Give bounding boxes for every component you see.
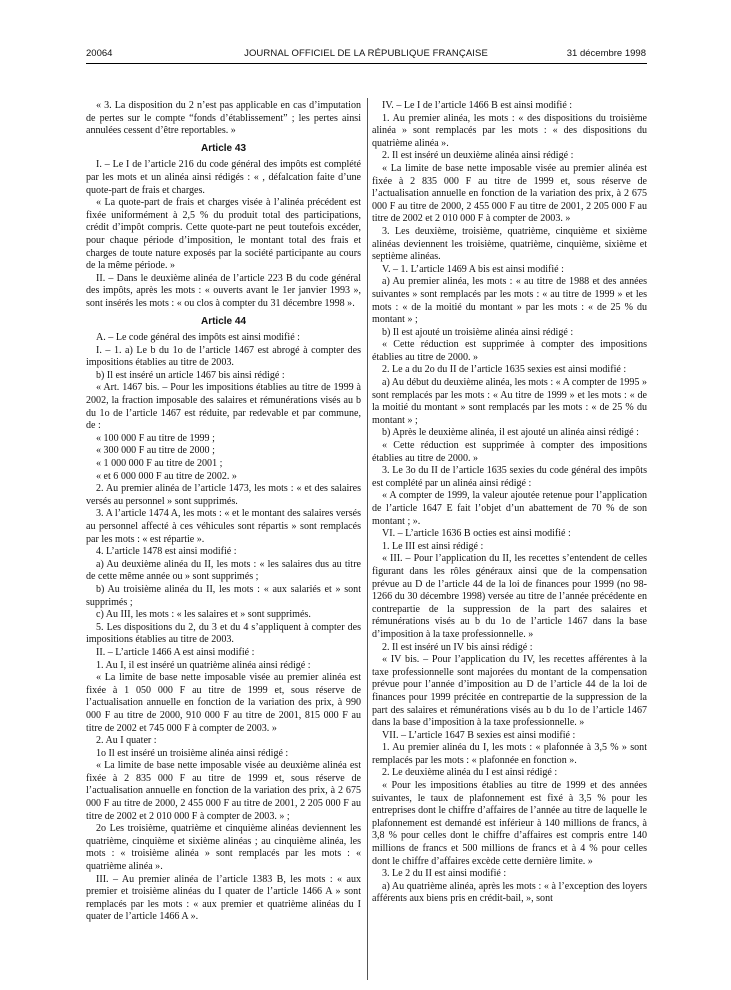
paragraph: II. – Dans le deuxième alinéa de l’article 223 B du code général des impôts, après les mots : « ouverts avant le 1er janvier 1993 », sont insérés les mots : « ou clos à compter du 31 décembre 1998 ». [86, 272, 361, 309]
paragraph: 2. Il est inséré un deuxième alinéa ainsi rédigé : [382, 150, 574, 162]
paragraph: b) Il est inséré un article 1467 bis ainsi rédigé : [96, 369, 285, 381]
paragraph: 3. Les deuxième, troisième, quatrième, cinquième et sixième alinéas deviennent les troisième, quatrième, cinquième, sixième et septième alinéas. [372, 225, 647, 263]
paragraph: « IV bis. – Pour l’application du IV, les recettes afférentes à la taxe professionnelle sont majorées du montant de la compensation prévue pour l’année d’imposition au D de l’article 44 de la loi de finances pour 1999 précitée en contrepartie de la suppression de la part des salaires et rémunérations visés au b du 1o de l’article 1467 dans la base d’imposition à la taxe professionnelle. » [372, 654, 647, 729]
paragraph: a) Au premier alinéa, les mots : « au titre de 1988 et des années suivantes » sont remplacés par les mots : « au titre de 1999 » et les mots : « de la moitié du montant » par les mots : « de 25 % du montant » ; [372, 276, 647, 326]
paragraph: a) Au quatrième alinéa, après les mots : « à l’exception des loyers afférents aux biens pris en crédit-bail, », sont [372, 880, 647, 905]
paragraph: « III. – Pour l’application du II, les recettes s’entendent de celles figurant dans les rôles généraux ainsi que de la compensation prévue au D de l’article 44 de la loi de finances pour 1999 (no 98-1266 du 30 décembre 1998) versée au titre de l’année précédente en contrepartie de la suppression de la part des salaires et rémunérations visés au b du 1o de l’article 1467 dans la base d’imposition à la taxe professionnelle. » [372, 553, 647, 640]
paragraph: 2. Au I quater : [96, 735, 157, 747]
paragraph: I. – 1. a) Le b du 1o de l’article 1467 est abrogé à compter des impositions établies au titre de 2003. [86, 344, 361, 369]
paragraph: « Pour les impositions établies au titre de 1999 et des années suivantes, le taux de plafonnement est fixé à 3,5 % pour les entreprises dont le chiffre d’affaires de l’année au titre de laquelle le plafonnement est demandé est inférieur à 140 millions de francs, à 3,8 % pour celles dont le chiffre d’affaires est compris entre 140 millions de francs et 500 millions de francs et à 4 % pour celles dont le chiffre d’affaires excède cette dernière limite. » [372, 780, 647, 867]
journal-title: JOURNAL OFFICIEL DE LA RÉPUBLIQUE FRANÇAISE [244, 48, 488, 59]
paragraph: 4. L’article 1478 est ainsi modifié : [96, 546, 237, 558]
paragraph: 2. Le a du 2o du II de l’article 1635 sexies est ainsi modifié : [382, 364, 627, 376]
paragraph: II. – L’article 1466 A est ainsi modifié : [96, 646, 255, 658]
paragraph: V. – 1. L’article 1469 A bis est ainsi modifié : [382, 263, 564, 275]
paragraph: VI. – L’article 1636 B octies est ainsi modifié : [382, 528, 571, 540]
paragraph: b) Il est ajouté un troisième alinéa ainsi rédigé : [382, 326, 574, 338]
paragraph: « La limite de base nette imposable visée au premier alinéa est fixée à 1 050 000 F au titre de 1999 et, sous réserve de l’actualisation annuelle en fonction de la variation des prix, à 990 000 F au titre de 2000, 910 000 F au titre de 2001, 815 000 F au titre de 2002 et 745 000 F à compter de 2003. » [86, 672, 361, 734]
paragraph: « La limite de base nette imposable visée au premier alinéa est fixée à 2 835 000 F au titre de 1999 et, sous réserve de l’actualisation annuelle en fonction de la variation des prix, à 2 675 000 F au titre de 2000, 2 455 000 F au titre de 2001, 2 205 000 F au titre de 2002 et 2 010 000 F à compter de 2003. » [372, 162, 647, 225]
page-header [86, 48, 646, 62]
paragraph: « Cette réduction est supprimée à compter des impositions établies au titre de 2000. » [372, 440, 647, 464]
paragraph: « et 6 000 000 F au titre de 2002. » [96, 470, 237, 482]
paragraph: 1. Le III est ainsi rédigé : [382, 540, 484, 552]
paragraph: « La quote-part de frais et charges visée à l’alinéa précédent est fixée uniformément à 2,5 % du produit total des participations, crédit d’impôt compris. Cette quote-part ne peut toutefois excéder, pour chaque période d’imposition, le montant total des frais et charges de toute nature exposés par la société participante au cours de la même période. » [86, 197, 361, 272]
paragraph: 5. Les dispositions du 2, du 3 et du 4 s’appliquent à compter des impositions établies au titre de 2003. [86, 621, 361, 646]
paragraph: A. – Le code général des impôts est ainsi modifié : [96, 332, 300, 344]
paragraph: « 100 000 F au titre de 1999 ; [96, 432, 215, 444]
publication-date: 31 décembre 1998 [566, 48, 646, 59]
article-heading: Article 44 [200, 315, 247, 327]
paragraph: III. – Au premier alinéa de l’article 1383 B, les mots : « aux premier et troisième alinéas du I quater de l’article 1466 A » sont remplacés par les mots : « aux premier et quatrième alinéas du I quater de l’article 1466 A ». [86, 873, 361, 923]
paragraph: « Art. 1467 bis. – Pour les impositions établies au titre de 1999 à 2002, la fraction imposable des salaires et rémunérations visés au b du 1o de l’article 1467 est réduite, par redevable et par commune, de : [86, 382, 361, 432]
paragraph: IV. – Le I de l’article 1466 B est ainsi modifié : [382, 100, 573, 111]
paragraph: 2o Les troisième, quatrième et cinquième alinéas deviennent les quatrième, cinquième et sixième alinéas ; au cinquième alinéa, les mots : « troisième alinéa » sont remplacés par les mots : « quatrième alinéa ». [86, 823, 361, 873]
header-rule [86, 63, 647, 64]
paragraph: 2. Au premier alinéa de l’article 1473, les mots : « et des salaires versés au personnel » sont supprimés. [86, 483, 361, 507]
paragraph: 1o Il est inséré un troisième alinéa ainsi rédigé : [96, 747, 289, 759]
paragraph: « A compter de 1999, la valeur ajoutée retenue pour l’application de l’article 1647 E fait l’objet d’un abattement de 70 % de son montant ; ». [372, 490, 647, 527]
paragraph: b) Après le deuxième alinéa, il est ajouté un alinéa ainsi rédigé : [382, 427, 639, 439]
paragraph: 3. Le 3o du II de l’article 1635 sexies du code général des impôts est complété par un alinéa ainsi rédigé : [372, 465, 647, 489]
paragraph: « 300 000 F au titre de 2000 ; [96, 445, 215, 457]
right-column [372, 100, 647, 906]
paragraph: I. – Le I de l’article 216 du code général des impôts est complété par les mots et un alinéa ainsi rédigés : « , défalcation faite d’une quote-part de frais et charges. [86, 159, 361, 196]
paragraph: « Cette réduction est supprimée à compter des impositions établies au titre de 2000. » [372, 339, 647, 363]
paragraph: c) Au III, les mots : « les salaires et » sont supprimés. [96, 609, 311, 621]
paragraph: 2. Le deuxième alinéa du I est ainsi rédigé : [382, 767, 558, 779]
left-column [86, 100, 361, 924]
article-heading: Article 43 [200, 142, 247, 154]
paragraph: b) Au troisième alinéa du II, les mots : « aux salariés et » sont supprimés ; [86, 583, 361, 608]
page-number: 20064 [86, 48, 113, 59]
paragraph: a) Au début du deuxième alinéa, les mots : « A compter de 1995 » sont remplacés par les mots : « Au titre de 1999 » et les mots : « de la moitié du montant » sont remplacés par les mots : « de 25 % du montant » ; [372, 377, 647, 426]
column-divider [367, 98, 368, 980]
paragraph: 1. Au premier alinéa du I, les mots : « plafonnée à 3,5 % » sont remplacés par les mots : « plafonnée en fonction ». [372, 742, 647, 766]
paragraph: « 1 000 000 F au titre de 2001 ; [96, 458, 223, 470]
paragraph: 3. Le 2 du II est ainsi modifié : [382, 868, 507, 880]
paragraph: 3. A l’article 1474 A, les mots : « et le montant des salaires versés au personnel affecté à ces véhicules sont répartis » sont remplacés par les mots : « est répartie ». [86, 508, 361, 545]
paragraph: 2. Il est inséré un IV bis ainsi rédigé : [382, 641, 533, 653]
paragraph: 1. Au premier alinéa, les mots : « des dispositions du troisième alinéa » sont remplacés par les mots : « des dispositions du quatrième alinéa ». [372, 112, 647, 149]
paragraph: « La limite de base nette imposable visée au deuxième alinéa est fixée à 2 835 000 F au titre de 1999 et, sous réserve de l’actualisation annuelle en fonction de la variation des prix, à 2 675 000 F au titre de 2000, 2 455 000 F au titre de 2001, 2 205 000 F au titre de 2002 et 2 010 000 F à compter de 2003. » ; [86, 760, 361, 822]
paragraph: « 3. La disposition du 2 n’est pas applicable en cas d’imputation de pertes sur le compte “fonds d’établissement” ; les pertes ainsi annulées cessent d’être reportables. » [86, 100, 361, 137]
paragraph: 1. Au I, il est inséré un quatrième alinéa ainsi rédigé : [96, 659, 311, 671]
paragraph: a) Au deuxième alinéa du II, les mots : « les salaires dus au titre de cette même année ou » sont supprimés ; [86, 558, 361, 583]
paragraph: VII. – L’article 1647 B sexies est ainsi modifié : [382, 729, 576, 741]
